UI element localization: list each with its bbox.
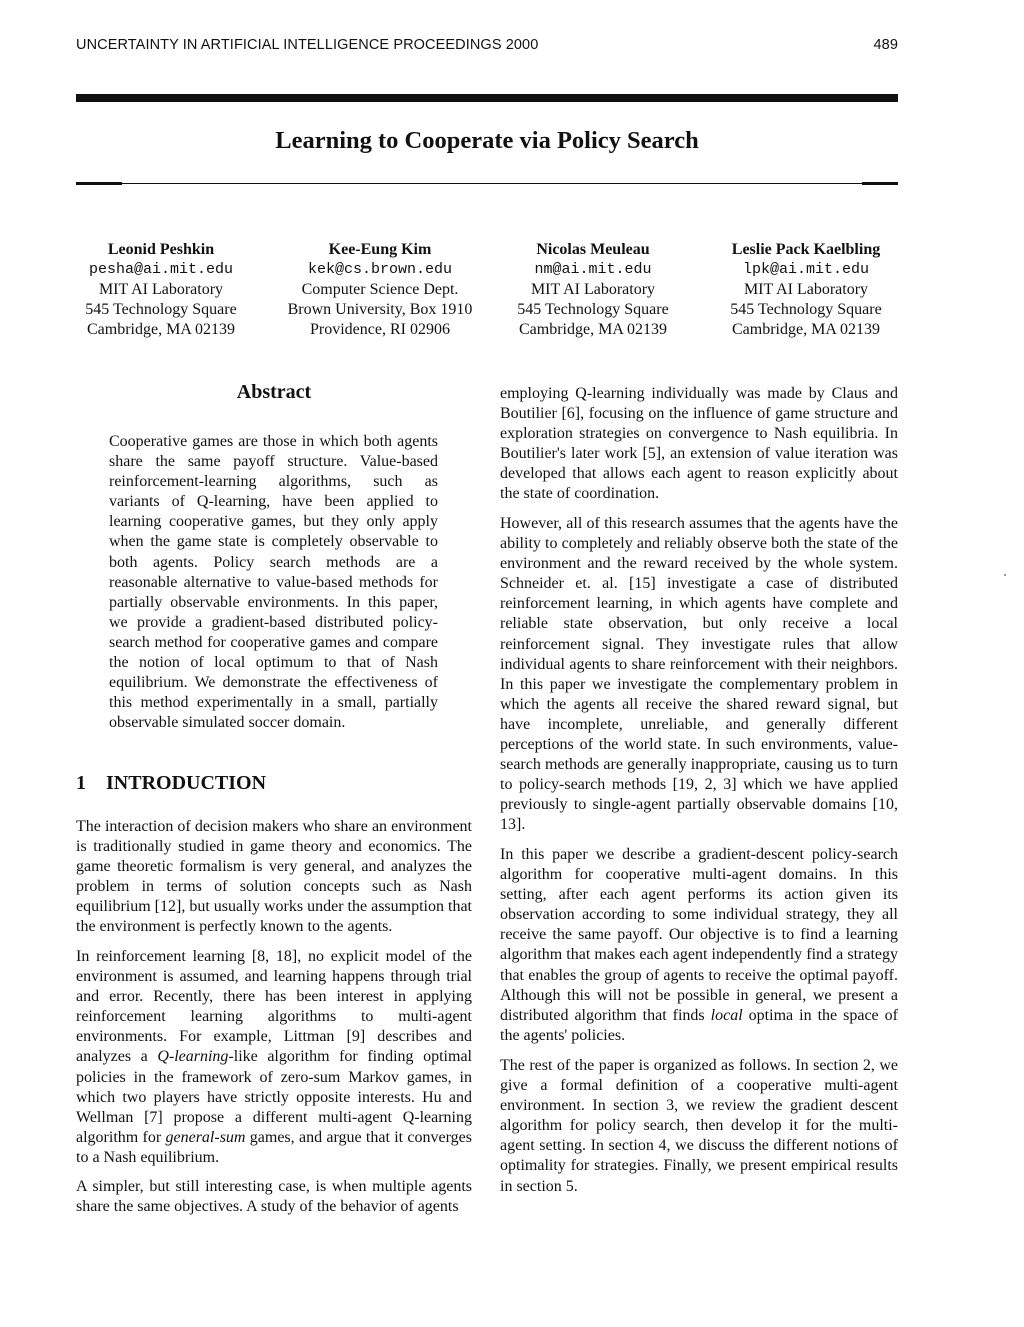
- author-email: lpk@ai.mit.edu: [742, 261, 870, 278]
- author-address-line1: 545 Technology Square: [730, 301, 882, 318]
- emphasis-q-learning: Q-learning: [157, 1048, 229, 1066]
- author-address-line2: Cambridge, MA 02139: [732, 321, 880, 338]
- author-name: Nicolas Meuleau: [536, 241, 650, 258]
- intro-paragraph-5: However, all of this research assumes that the agents have the ability to completely and reliably observe both the state of the environment and the reward received by the whole system. Schneider et. al. [15] investigate a case of distributed reinforcement learning, in which agents have complete and reliable state observation, but only receive a local reinforcement signal. They investigate rules that allow individual agents to share reinforcement with their neighbors. In this paper we investigate the complementary problem in which the agents all receive the shared reward signal, but have incomplete, unreliable, and generally different perceptions of the world state. In such environments, value-search methods are generally inappropriate, causing us to turn to policy-search methods [19, 2, 3] which we have applied previously to single-agent partially observable domains [10, 13].: [500, 515, 898, 834]
- intro-paragraph-3: A simpler, but still interesting case, is when multiple agents share the same objectives. A study of the behavior of agents: [76, 1178, 472, 1216]
- scan-speck: [1004, 574, 1006, 576]
- author-card: [701, 240, 911, 340]
- emphasis-local: local: [710, 1006, 743, 1024]
- author-address-line2: Cambridge, MA 02139: [87, 321, 235, 338]
- author-email: pesha@ai.mit.edu: [88, 261, 234, 278]
- paragraph-text: In reinforcement learning [8, 18], no explicit model of the environment is assumed, and learning happens through trial and error. Recently, there has been interest in applying reinforcement learning algorithms to multi-agent environments. For example, Littman [9] describes and analyzes a: [76, 948, 472, 1066]
- author-affiliation: MIT AI Laboratory: [98, 281, 224, 298]
- intro-paragraph-7: The rest of the paper is organized as follows. In section 2, we give a formal definition of a cooperative multi-agent environment. In section 3, we review the gradient descent algorithm for policy search, then develop it for the multi-agent setting. In section 4, we discuss the different notions of optimality for strategies. Finally, we present empirical results in section 5.: [500, 1057, 898, 1195]
- title-rule-right-cap: [862, 182, 898, 185]
- author-card: [56, 240, 266, 340]
- running-head: [76, 37, 898, 53]
- paragraph-text: -like algorithm for finding optimal policies in the framework of zero-sum Markov games, in which two players have strictly opposite interests. Hu and Wellman [7] propose a different multi-agent Q-learning algorithm for: [76, 1048, 472, 1146]
- title-bottom-rule: [76, 183, 898, 184]
- author-address-line2: Providence, RI 02906: [310, 321, 450, 338]
- author-card: [488, 240, 698, 340]
- author-address-line1: 545 Technology Square: [85, 301, 237, 318]
- paragraph-text: optima in the space of the agents' policies.: [500, 1006, 898, 1044]
- section-number: 1: [76, 772, 86, 794]
- abstract-text: Cooperative games are those in which both agents share the same payoff structure. Value-based reinforcement-learning algorithms, such as variants of Q-learning, have been applied to learning cooperative games, but they only apply when the game state is completely observable to both agents. Policy search methods are a reasonable alternative to value-based methods for partially observable environments. In this paper, we provide a gradient-based distributed policy-search method for cooperative games and compare the notion of local optimum to that of Nash equilibrium. We demonstrate the effectiveness of this method experimentally in a small, partially observable simulated soccer domain.: [109, 433, 438, 732]
- emphasis-general-sum: general-sum: [165, 1128, 246, 1146]
- intro-paragraph-1: The interaction of decision makers who share an environment is traditionally studied in game theory and economics. The game theoretic formalism is very general, and analyzes the problem in terms of solution concepts such as Nash equilibrium [12], but usually works under the assumption that the environment is perfectly known to the agents.: [76, 818, 472, 936]
- intro-paragraph-2: [76, 947, 472, 1168]
- intro-paragraph-6: [500, 845, 898, 1046]
- author-name: Leonid Peshkin: [107, 241, 215, 258]
- page-number: 489: [873, 37, 898, 53]
- author-email: kek@cs.brown.edu: [307, 261, 453, 278]
- author-affiliation: MIT AI Laboratory: [743, 281, 869, 298]
- intro-paragraph-4: employing Q-learning individually was made by Claus and Boutilier [6], focusing on the influence of game structure and exploration strategies on convergence to Nash equilibria. In Boutilier's later work [5], an extension of value iteration was developed that allows each agent to reason explicitly about the state of coordination.: [500, 385, 898, 503]
- title-rule-left-cap: [76, 182, 122, 185]
- author-email: nm@ai.mit.edu: [534, 261, 652, 278]
- section-title: INTRODUCTION: [106, 772, 267, 794]
- author-name: Kee-Eung Kim: [328, 241, 432, 258]
- author-card: [275, 240, 485, 340]
- title-top-rule: [76, 94, 898, 102]
- paragraph-text: In this paper we describe a gradient-descent policy-search algorithm for cooperative multi-agent domains. In this setting, after each agent performs its action given its observation according to some individual strategy, they all receive the same payoff. Our objective is to find a learning algorithm that makes each agent independently find a strategy that enables the group of agents to receive the optimal payoff. Although this will not be possible in general, we present a distributed algorithm that finds: [500, 846, 898, 1024]
- author-affiliation: Computer Science Dept.: [301, 281, 459, 298]
- paper-title: Learning to Cooperate via Policy Search: [275, 127, 699, 154]
- section-heading: [76, 772, 472, 795]
- author-address-line2: Cambridge, MA 02139: [519, 321, 667, 338]
- author-name: Leslie Pack Kaelbling: [731, 241, 881, 258]
- running-head-title: UNCERTAINTY IN ARTIFICIAL INTELLIGENCE PROCEEDINGS 2000: [76, 37, 539, 53]
- author-address-line1: Brown University, Box 1910: [287, 301, 473, 318]
- abstract-heading: Abstract: [236, 381, 312, 403]
- author-address-line1: 545 Technology Square: [517, 301, 669, 318]
- paragraph-text: games, and argue that it converges to a Nash equilibrium.: [76, 1128, 472, 1166]
- author-affiliation: MIT AI Laboratory: [530, 281, 656, 298]
